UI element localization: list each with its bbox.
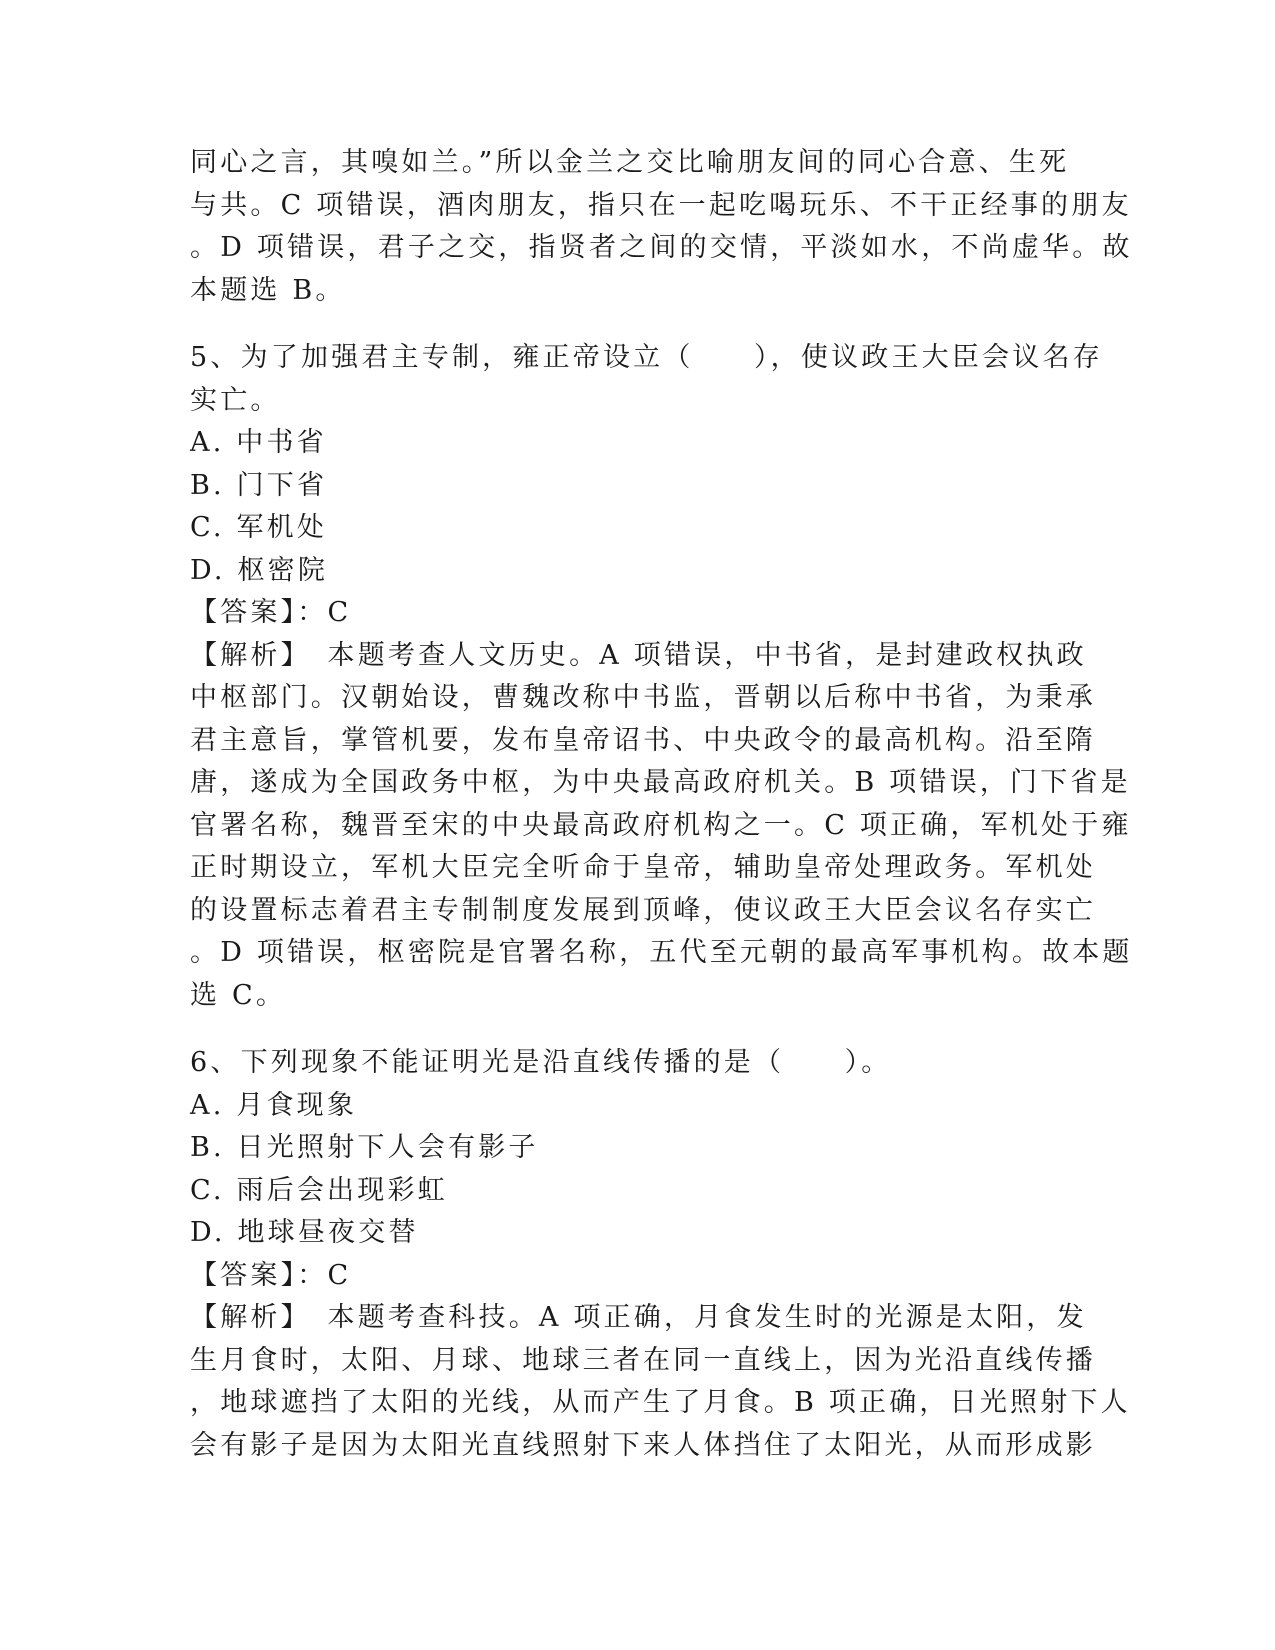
question-6 (190, 1042, 1131, 1467)
document-page (190, 142, 1133, 1467)
question-text: 5、为了加强君主专制，雍正帝设立（ ），使议政王大臣会议名存 (190, 342, 1103, 373)
answer: 【答案】：C (190, 1259, 352, 1291)
option-a: A. 中书省 (190, 427, 327, 458)
question-5 (190, 337, 1133, 1017)
option-b: B. 日光照射下人会有影子 (190, 1132, 539, 1163)
explanation-line: 【解析】 本题考查科技。A 项正确，月食发生时的光源是太阳，发 (190, 1302, 1087, 1333)
option-c: C. 军机处 (190, 512, 328, 543)
explanation-line: 唐，遂成为全国政务中枢，为中央最高政府机关。B 项错误，门下省是 (190, 767, 1131, 798)
explanation-line: 正时期设立，军机大臣完全听命于皇帝，辅助皇帝处理政务。军机处 (190, 852, 1096, 883)
explanation-line: 中枢部门。汉朝始设，曹魏改称中书监，晋朝以后称中书省，为秉承 (190, 682, 1096, 713)
explanation-line: 君主意旨，掌管机要，发布皇帝诏书、中央政令的最高机构。沿至隋 (190, 724, 1096, 756)
explanation-line: ，地球遮挡了太阳的光线，从而产生了月食。B 项正确，日光照射下人 (190, 1387, 1131, 1418)
question-text: 实亡。 (190, 384, 281, 416)
text-line: 与共。C 项错误，酒肉朋友，指只在一起吃喝玩乐、不干正经事的朋友 (190, 189, 1132, 221)
text-line: 。D 项错误，君子之交，指贤者之间的交情，平淡如水，不尚虚华。故 (190, 232, 1133, 263)
explanation-line: 官署名称，魏晋至宋的中央最高政府机构之一。C 项正确，军机处于雍 (190, 809, 1132, 841)
option-c: C. 雨后会出现彩虹 (190, 1174, 448, 1206)
option-d: D. 地球昼夜交替 (190, 1217, 419, 1248)
option-d: D. 枢密院 (190, 554, 329, 586)
explanation-line: 。D 项错误，枢密院是官署名称，五代至元朝的最高军事机构。故本题 (190, 937, 1133, 968)
explanation-line: 生月食时，太阳、月球、地球三者在同一直线上，因为光沿直线传播 (190, 1344, 1096, 1376)
explanation-line: 【解析】 本题考查人文历史。A 项错误，中书省，是封建政权执政 (190, 639, 1087, 671)
text-line: 同心之言，其嗅如兰。”所以金兰之交比喻朋友间的同心合意、生死 (190, 147, 1070, 178)
explanation-line: 的设置标志着君主专制制度发展到顶峰，使议政王大臣会议名存实亡 (190, 894, 1096, 926)
spacer (190, 312, 1090, 337)
spacer (190, 1017, 1090, 1042)
question-text: 6、下列现象不能证明光是沿直线传播的是（ ）。 (190, 1047, 892, 1078)
previous-explanation (190, 142, 1133, 312)
option-a: A. 月食现象 (190, 1089, 358, 1121)
option-b: B. 门下省 (190, 469, 328, 501)
explanation-line: 会有影子是因为太阳光直线照射下来人体挡住了太阳光，从而形成影 (190, 1429, 1096, 1461)
text-line: 本题选 B。 (190, 274, 346, 306)
answer: 【答案】：C (190, 597, 352, 628)
explanation-line: 选 C。 (190, 979, 287, 1011)
